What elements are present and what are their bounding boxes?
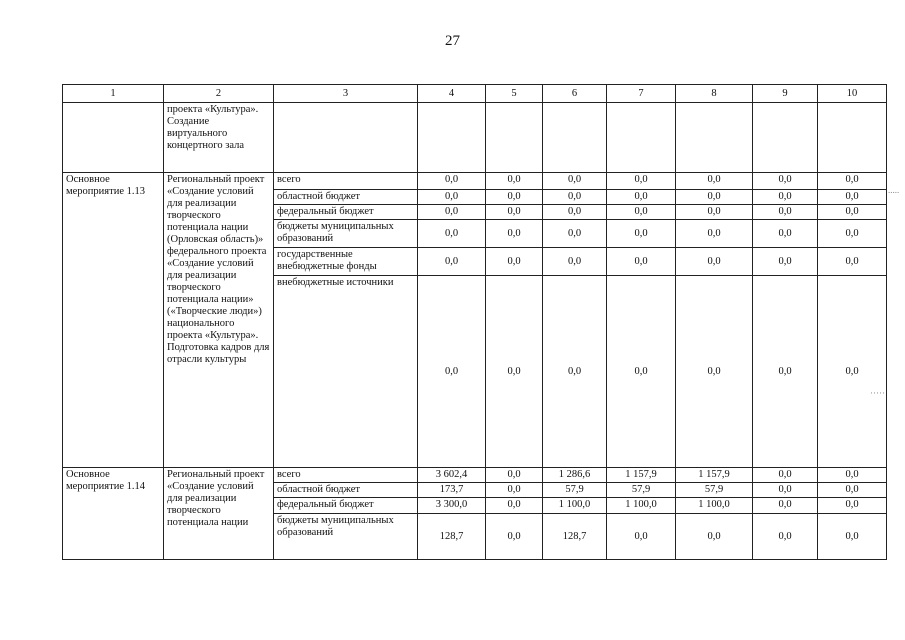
source-cell <box>274 103 418 173</box>
header-cell: 5 <box>486 85 543 103</box>
funding-source-cell: областной бюджет <box>274 190 418 205</box>
value-cell: 0,0 <box>676 248 753 276</box>
value-cell: 0,0 <box>486 220 543 248</box>
project-name-cell: Региональный проект «Создание условий для реализации творческого потенциала нации <box>164 468 274 560</box>
value-cell <box>676 103 753 173</box>
value-cell <box>543 103 607 173</box>
value-cell: 0,0 <box>486 498 543 514</box>
budget-row <box>63 468 887 483</box>
funding-source-cell: бюджеты муниципальных образований <box>274 220 418 248</box>
value-cell: 0,0 <box>418 190 486 205</box>
value-cell: 173,7 <box>418 483 486 498</box>
value-cell: 3 602,4 <box>418 468 486 483</box>
funding-source-cell: всего <box>274 468 418 483</box>
funding-source-cell: государственные внебюджетные фонды <box>274 248 418 276</box>
value-cell: 57,9 <box>676 483 753 498</box>
value-cell: 0,0 <box>607 190 676 205</box>
header-cell: 3 <box>274 85 418 103</box>
value-cell: 0,0 <box>753 276 818 468</box>
value-cell: 0,0 <box>486 173 543 190</box>
value-cell: 0,0 <box>418 205 486 220</box>
value-cell: 0,0 <box>418 276 486 468</box>
value-cell: 0,0 <box>486 190 543 205</box>
value-cell: 128,7 <box>418 514 486 560</box>
value-cell: 0,0 <box>486 514 543 560</box>
value-cell: 0,0 <box>676 276 753 468</box>
header-cell: 7 <box>607 85 676 103</box>
value-cell: 0,0 <box>753 514 818 560</box>
value-cell: 1 286,6 <box>543 468 607 483</box>
activity-cell: Основное мероприятие 1.13 <box>63 173 164 468</box>
value-cell: 0,0 <box>486 276 543 468</box>
activity-cell <box>63 103 164 173</box>
value-cell: 0,0 <box>753 483 818 498</box>
header-cell: 10 <box>818 85 887 103</box>
value-cell: 0,0 <box>418 173 486 190</box>
value-cell: 0,0 <box>753 190 818 205</box>
value-cell: 0,0 <box>543 173 607 190</box>
activity-cell: Основное мероприятие 1.14 <box>63 468 164 560</box>
value-cell: 0,0 <box>818 190 887 205</box>
scan-artifact: ..... <box>888 185 900 195</box>
value-cell: 0,0 <box>676 190 753 205</box>
funding-source-cell: федеральный бюджет <box>274 498 418 514</box>
value-cell: 1 100,0 <box>676 498 753 514</box>
continuation-row <box>63 103 887 173</box>
value-cell: 1 100,0 <box>543 498 607 514</box>
funding-source-cell: федеральный бюджет <box>274 205 418 220</box>
value-cell: 3 300,0 <box>418 498 486 514</box>
header-cell: 2 <box>164 85 274 103</box>
value-cell: 0,0 <box>818 483 887 498</box>
value-cell: 0,0 <box>607 205 676 220</box>
funding-source-cell: внебюджетные источники <box>274 276 418 468</box>
value-cell: 0,0 <box>676 220 753 248</box>
header-cell: 9 <box>753 85 818 103</box>
value-cell: 0,0 <box>676 173 753 190</box>
header-cell: 8 <box>676 85 753 103</box>
header-cell: 1 <box>63 85 164 103</box>
value-cell: 0,0 <box>818 276 887 468</box>
value-cell: 0,0 <box>753 205 818 220</box>
project-name-cell: проекта «Культура». Создание виртуального концертного зала <box>164 103 274 173</box>
header-row <box>63 85 887 103</box>
value-cell: 1 157,9 <box>676 468 753 483</box>
value-cell: 0,0 <box>676 514 753 560</box>
value-cell: 0,0 <box>543 276 607 468</box>
value-cell: 0,0 <box>607 248 676 276</box>
value-cell: 0,0 <box>543 248 607 276</box>
budget-table <box>62 84 887 560</box>
page-number: 27 <box>445 33 460 49</box>
value-cell: 0,0 <box>607 173 676 190</box>
value-cell: 0,0 <box>486 248 543 276</box>
value-cell: 0,0 <box>753 173 818 190</box>
value-cell: 128,7 <box>543 514 607 560</box>
value-cell: 0,0 <box>486 205 543 220</box>
funding-source-cell: областной бюджет <box>274 483 418 498</box>
value-cell: 57,9 <box>607 483 676 498</box>
header-cell: 6 <box>543 85 607 103</box>
value-cell <box>753 103 818 173</box>
value-cell: 0,0 <box>818 468 887 483</box>
budget-row <box>63 173 887 190</box>
value-cell: 0,0 <box>543 205 607 220</box>
value-cell: 0,0 <box>486 483 543 498</box>
value-cell: 1 157,9 <box>607 468 676 483</box>
value-cell: 0,0 <box>418 220 486 248</box>
value-cell <box>486 103 543 173</box>
value-cell: 0,0 <box>543 190 607 205</box>
value-cell: 1 100,0 <box>607 498 676 514</box>
value-cell <box>607 103 676 173</box>
value-cell: 0,0 <box>818 248 887 276</box>
header-cell: 4 <box>418 85 486 103</box>
value-cell: 0,0 <box>607 514 676 560</box>
value-cell: 0,0 <box>818 498 887 514</box>
value-cell: 0,0 <box>486 468 543 483</box>
funding-source-cell: бюджеты муниципальных образований <box>274 514 418 560</box>
value-cell: 0,0 <box>753 220 818 248</box>
value-cell: 57,9 <box>543 483 607 498</box>
value-cell: 0,0 <box>607 276 676 468</box>
value-cell: 0,0 <box>753 498 818 514</box>
value-cell: 0,0 <box>753 468 818 483</box>
value-cell: 0,0 <box>607 220 676 248</box>
project-name-cell: Региональный проект «Создание условий для реализации творческого потенциала нации (Орловская область)» федерального проекта «Создание условий для реализации творческого потенциала нации» («Творческие люди») национального проекта «Культура». Подготовка кадров для отрасли культуры <box>164 173 274 468</box>
value-cell: 0,0 <box>418 248 486 276</box>
scan-artifact: ····· <box>870 388 885 398</box>
value-cell: 0,0 <box>753 248 818 276</box>
value-cell <box>818 103 887 173</box>
value-cell <box>418 103 486 173</box>
value-cell: 0,0 <box>818 205 887 220</box>
value-cell: 0,0 <box>676 205 753 220</box>
value-cell: 0,0 <box>818 220 887 248</box>
value-cell: 0,0 <box>543 220 607 248</box>
funding-source-cell: всего <box>274 173 418 190</box>
value-cell: 0,0 <box>818 514 887 560</box>
value-cell: 0,0 <box>818 173 887 190</box>
